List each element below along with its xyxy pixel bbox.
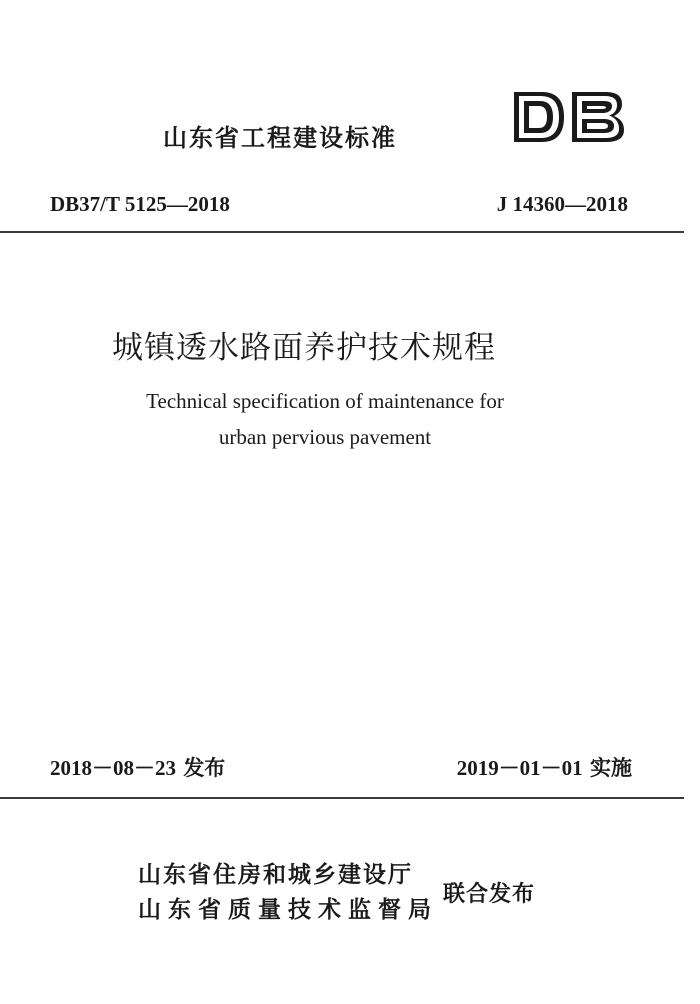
footer-divider bbox=[0, 797, 684, 799]
issuer-list bbox=[138, 858, 438, 928]
issuer-housing-dept: 山东省住房和城乡建设厅 bbox=[138, 862, 413, 888]
title-english bbox=[100, 383, 550, 455]
release-label: 发布 bbox=[183, 756, 226, 780]
effective-date: 2019－01－01 bbox=[456, 756, 583, 780]
record-code: J 14360—2018 bbox=[496, 192, 628, 216]
standard-type: 山东省工程建设标准 bbox=[163, 124, 397, 152]
issuer-quality-bureau: 山东省质量技术监督局 bbox=[138, 897, 438, 923]
effective-label: 实施 bbox=[590, 756, 632, 780]
title-english-line-2: urban pervious pavement bbox=[218, 425, 432, 449]
joint-release-label: 联合发布 bbox=[443, 882, 536, 907]
title-english-line-1: Technical specification of maintenance for bbox=[146, 389, 504, 413]
effective-date-block bbox=[457, 752, 632, 782]
header-divider bbox=[0, 231, 684, 233]
db-logo-icon bbox=[508, 88, 628, 146]
title-chinese: 城镇透水路面养护技术规程 bbox=[112, 330, 496, 366]
release-date-block bbox=[50, 752, 225, 782]
release-date: 2018－08－23 bbox=[50, 756, 176, 780]
local-standard-code: DB37/T 5125—2018 bbox=[50, 192, 230, 216]
